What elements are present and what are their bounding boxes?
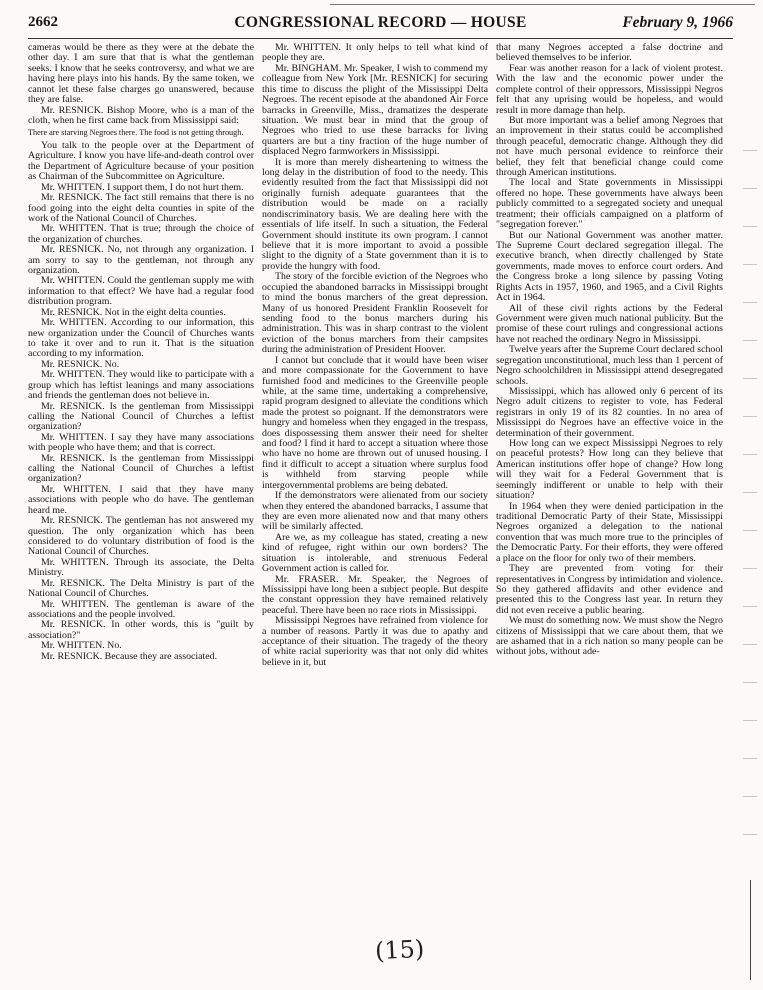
paragraph: Fear was another reason for a lack of violent protest. With the law and the economic power under the complete control of their oppressors, Mississippi Negros felt that any uprising would be hopeless, and would result in more damage than help.: [496, 62, 723, 116]
paragraph: Mr. RESNICK. No, not through any organization. I am sorry to say to the gentleman, not through any organization.: [28, 244, 254, 277]
text-column-2: [262, 43, 488, 906]
paragraph: Twelve years after the Supreme Court declared school segregation unconstitutional, much less than 1 percent of Negro schoolchildren in Mississippi attend desegregated schools.: [496, 344, 723, 387]
paragraph: Mr. RESNICK. Bishop Moore, who is a man of the cloth, when he first came back from Mississippi said:: [28, 104, 254, 126]
paragraph: Mr. WHITTEN. According to our information, this new organization under the Council of Churches wants to take it over and to run it. That is the situation according to my information.: [28, 317, 254, 360]
paragraph: Mr. RESNICK. The Delta Ministry is part of the National Council of Churches.: [28, 577, 254, 600]
paragraph: Mr. WHITTEN. That is true; through the choice of the organization of churches.: [28, 223, 254, 245]
paragraph: cameras would be there as they were at the debate the other day. I am sure that that is what the gentleman seeks. I know that he seeks controversy, and what we are having here plays into his hands. By the same token, we cannot let these false charges go unanswered, because they are false.: [28, 43, 254, 106]
margin-line: [750, 880, 751, 980]
paragraph: Mr. RESNICK. The gentleman has not answered my question. The only organization which has been considered to do voluntary distribution of food is the National Council of Churches.: [28, 515, 254, 558]
paragraph: Mr. RESNICK. Not in the eight delta counties.: [41, 306, 226, 318]
text-column-1: [28, 43, 254, 906]
paragraph: But more important was a belief among Negroes that an improvement in their status could be accomplished through peaceful, democratic change. Although they did not have much personal evidence to reinforce their belief, they felt that beneficial change could come through American institutions.: [496, 114, 723, 179]
paragraph: Mr. WHITTEN. I say they have many associations with people who have them; and that is correct.: [28, 431, 254, 454]
paragraph: The local and State governments in Mississippi offered no hope. These governments have always been publicly committed to a segregated society and unequal treatment; their officials campaigned on a platform of "segregation forever.": [496, 177, 723, 231]
text-column-3: [496, 43, 723, 906]
top-edge-line: [330, 4, 755, 5]
paragraph: Mississippi, which has allowed only 6 percent of its Negro adult citizens to register to vote, has Federal registrars in only 19 of its 82 counties. In no area of Mississippi do Negroes have an effective voice in the determination of their government.: [496, 385, 723, 439]
handwritten-folio-number: (15): [374, 934, 425, 966]
paragraph: We must do something now. We must show the Negro citizens of Mississippi that we care about them, that we are ashamed that in a rich nation so many people can be without jobs, without ade-: [496, 615, 723, 658]
paragraph: Mr. WHITTEN. Through its associate, the Delta Ministry.: [28, 556, 254, 579]
paragraph: Mr. RESNICK. Is the gentleman from Mississippi calling the National Council of Churches a leftist organization?: [28, 400, 254, 433]
paragraph: Mr. RESNICK. Is the gentleman from Mississippi calling the National Council of Churches a leftist organization?: [28, 452, 254, 485]
paragraph: The story of the forcible eviction of the Negroes who occupied the abandoned barracks in Mississippi brought to mind the bonus marchers of the great depression. Many of us honored President Franklin Roosevelt for sending food to the bonus marchers during his administration. This was in sharp contrast to the violent eviction of the bonus marchers from their campsites during the administration of President Hoover.: [262, 271, 488, 356]
paragraph: that many Negroes accepted a false doctrine and believed themselves to be inferior.: [496, 43, 723, 64]
margin-tick-marks: [743, 150, 757, 840]
paragraph: Mr. WHITTEN. I said that they have many associations with people who do have. The gentleman heard me.: [28, 483, 254, 516]
paragraph: Mr. RESNICK. Because they are associated.: [41, 650, 218, 662]
paragraph: Mr. BINGHAM. Mr. Speaker, I wish to commend my colleague from New York [Mr. RESNICK] for securing this time to discuss the plight of the Mississippi Delta Negroes. The recent episode at the abandoned Air Force barracks in Greenville, Miss., dramatizes the desperate situation. We must bear in mind that the group of Negroes who tried to use these barracks for living quarters are but a tiny fraction of the huge number of displaced Negro farmworkers in Mississippi.: [262, 62, 488, 158]
paragraph: I cannot but conclude that it would have been wiser and more compassionate for the Government to have furnished food and medicines to the Greenville people while, at the same time, undertaking a comprehensive, rapid program designed to alleviate the conditions which made the protest so poignant. If the demonstrators were hungry and homeless when they engaged in the trespass, does dispossessing them answer their need for shelter and food? I find it hard to accept a situation where those who have no home are thrown out of unused housing. I find it difficult to accept a situation where surplus food is withheld from starving people while intergovernmental problems are being debated.: [262, 354, 488, 491]
issue-date: February 9, 1966: [622, 14, 733, 31]
paragraph: All of these civil rights actions by the Federal Government were given much national publicity. But the promise of these court rulings and congressional actions have not reached the ordinary Negro in Mississippi.: [496, 302, 723, 345]
paragraph: Mr. WHITTEN. No.: [41, 640, 122, 652]
paragraph: It is more than merely disheartening to witness the long delay in the distribution of food to the needy. This evidently resulted from the fact that Mississippi did not originally furnish adequate guarantees that the distribution would be made on a racially nondiscriminatory basis. We are dealing here with the essentials of life itself. In such a situation, the Federal Government should institute its own program. I cannot believe that it is more important to avoid a possible slight to the dignity of a State government than it is to provide the hungry with food.: [262, 156, 488, 272]
paragraph: Mr. WHITTEN. I support them, I do not hurt them.: [41, 181, 244, 193]
paragraph: Are we, as my colleague has stated, creating a new kind of refugee, right within our own borders? The situation is intolerable, and strenuous Federal Government action is called for.: [262, 531, 488, 575]
paragraph: Mr. WHITTEN. Could the gentleman supply me with information to that effect? We have had a regular food distribution program.: [28, 275, 254, 308]
paragraph: Mr. WHITTEN. They would like to participate with a group which has leftist leanings and many associations and friends the gentleman does not believe in.: [28, 369, 254, 402]
paragraph: Mr. WHITTEN. It only helps to tell what kind of people they are.: [262, 43, 488, 64]
paragraph: In 1964 when they were denied participation in the traditional Democratic Party of their State, Mississippi Negroes organized a delegation to the national convention that was much more true to the principles of the Democratic Party. For their efforts, they were offered a place on the floor for only two of their members.: [496, 500, 723, 564]
paragraph: You talk to the people over at the Department of Agriculture. I know you have life-and-death control over the Department of Agriculture because of your position as Chairman of the Subcommittee on Agriculture.: [28, 139, 254, 183]
paragraph: But our National Government was another matter. The Supreme Court declared segregation illegal. The executive branch, when directly challenged by State governments, made moves to enforce court orders. And the Congress broke a long silence by passing Voting Rights Acts in 1957, 1960, and 1965, and a Civil Rights Act in 1964.: [496, 229, 723, 304]
paragraph: If the demonstrators were alienated from our society when they entered the abandoned barracks, I assume that they are even more alienated now and that many others will be similarly affected.: [262, 490, 488, 533]
paragraph: How long can we expect Mississippi Negroes to rely on peaceful protests? How long can they believe that American institutions offer hope of change? How long will they wait for a Federal Government that is seemingly indifferent or unable to help with their situation?: [496, 438, 723, 502]
publication-title: CONGRESSIONAL RECORD — HOUSE: [234, 14, 527, 31]
paragraph: Mr. FRASER. Mr. Speaker, the Negroes of Mississippi have long been a subject people. But despite the constant oppression they have remained relatively peaceful. There have been no race riots in Mississippi.: [262, 573, 488, 616]
paragraph: They are prevented from voting for their representatives in Congress by intimidation and violence. So they gathered affidavits and other evidence and presented this to the Congress last year. In return they did not even receive a public hearing.: [496, 563, 723, 616]
paragraph: Mississippi Negroes have refrained from violence for a number of reasons. Partly it was due to apathy and acceptance of their situation. The tragedy of the theory of white racial superiority was that not only did whites believe in it, but: [262, 615, 488, 668]
paragraph: Mr. RESNICK. The fact still remains that there is no food going into the eight delta counties in spite of the work of the National Council of Churches.: [28, 192, 254, 224]
paragraph: Mr. WHITTEN. The gentleman is aware of the associations and the people involved.: [28, 598, 254, 620]
paragraph: Mr. RESNICK. No.: [41, 358, 120, 370]
header-rule: [28, 38, 733, 39]
page-number: 2662: [28, 14, 58, 30]
block-quote: There are starving Negroes there. The food is not getting through.: [28, 128, 244, 138]
paragraph: Mr. RESNICK. In other words, this is "guilt by association?": [28, 619, 254, 641]
page-header: [28, 14, 733, 40]
